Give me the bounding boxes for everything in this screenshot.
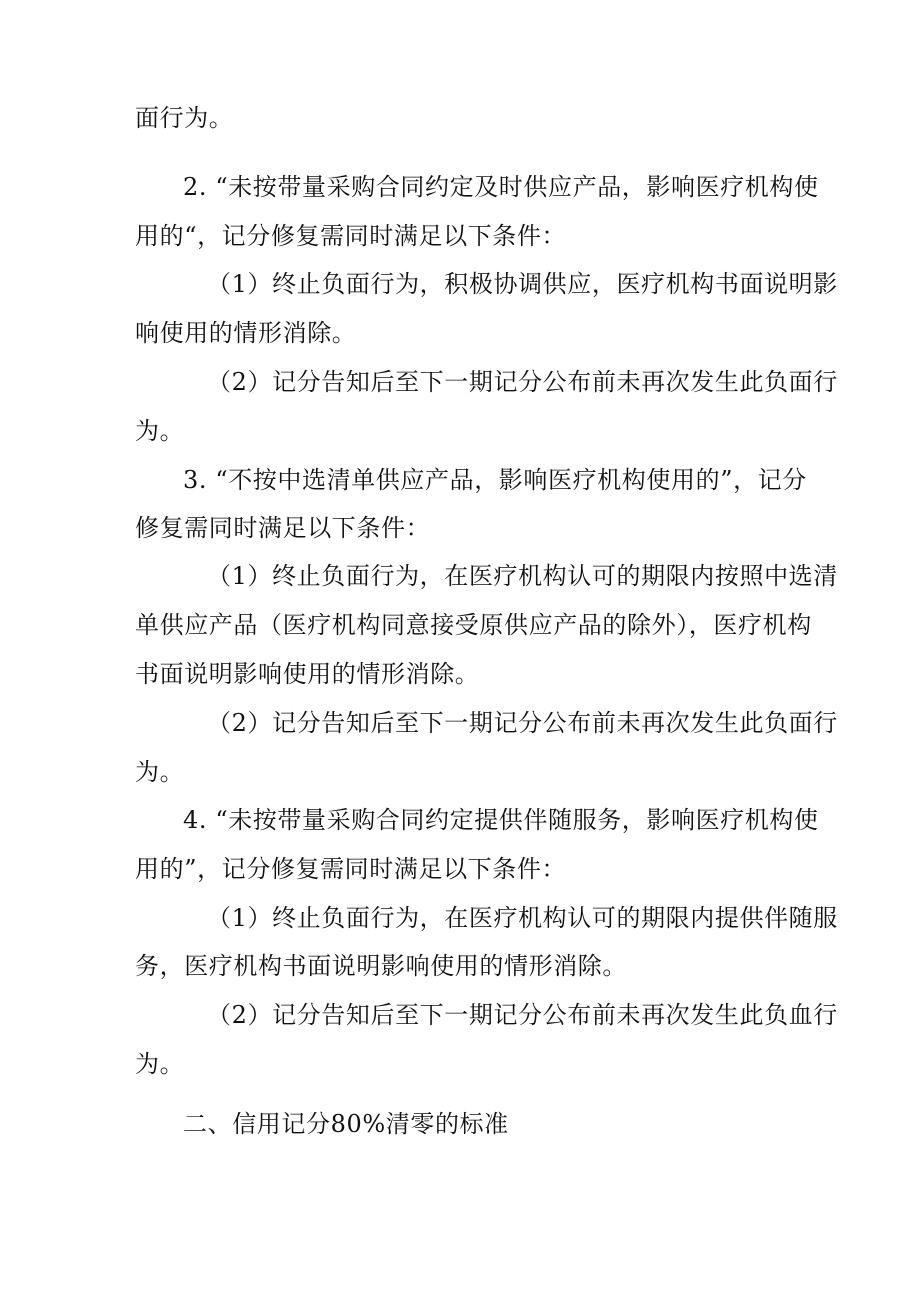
paragraph-line: 为。	[135, 1050, 185, 1078]
paragraph-line: 为。	[135, 758, 185, 786]
paragraph-line: 用的”，记分修复需同时满足以下条件：	[135, 855, 567, 883]
paragraph-line: （1）终止负面行为，在医疗机构认可的期限内按照中选清	[207, 562, 838, 590]
paragraph-line: （1）终止负面行为，在医疗机构认可的期限内提供伴随服	[207, 904, 838, 932]
paragraph-line: 为。	[135, 417, 185, 445]
paragraph-line: 单供应产品（医疗机构同意接受原供应产品的除外），医疗机构	[135, 611, 812, 639]
paragraph-line: （1）终止负面行为，积极协调供应，医疗机构书面说明影	[207, 270, 838, 298]
paragraph-line: （2）记分告知后至下一期记分公布前未再次发生此负面行	[207, 368, 838, 396]
paragraph-line: 响使用的情形消除。	[135, 319, 357, 347]
paragraph-line: （2）记分告知后至下一期记分公布前未再次发生此负面行	[207, 709, 838, 737]
paragraph-line: 书面说明影响使用的情形消除。	[135, 660, 480, 688]
paragraph-line: 2. “未按带量采购合同约定及时供应产品，影响医疗机构使	[183, 173, 819, 201]
paragraph-line: 面行为。	[135, 104, 234, 132]
paragraph-line: 3. “不按中选清单供应产品，影响医疗机构使用的”，记分	[183, 466, 807, 494]
paragraph-line: 修复需同时满足以下条件：	[135, 514, 431, 542]
paragraph-line: 4. “未按带量采购合同约定提供伴随服务，影响医疗机构使	[183, 806, 819, 834]
paragraph-line: 用的“，记分修复需同时满足以下条件：	[135, 222, 567, 250]
paragraph-line: （2）记分告知后至下一期记分公布前未再次发生此负血行	[207, 1001, 838, 1029]
section-heading: 二、信用记分80%清零的标准	[183, 1110, 509, 1138]
paragraph-line: 务，医疗机构书面说明影响使用的情形消除。	[135, 952, 627, 980]
